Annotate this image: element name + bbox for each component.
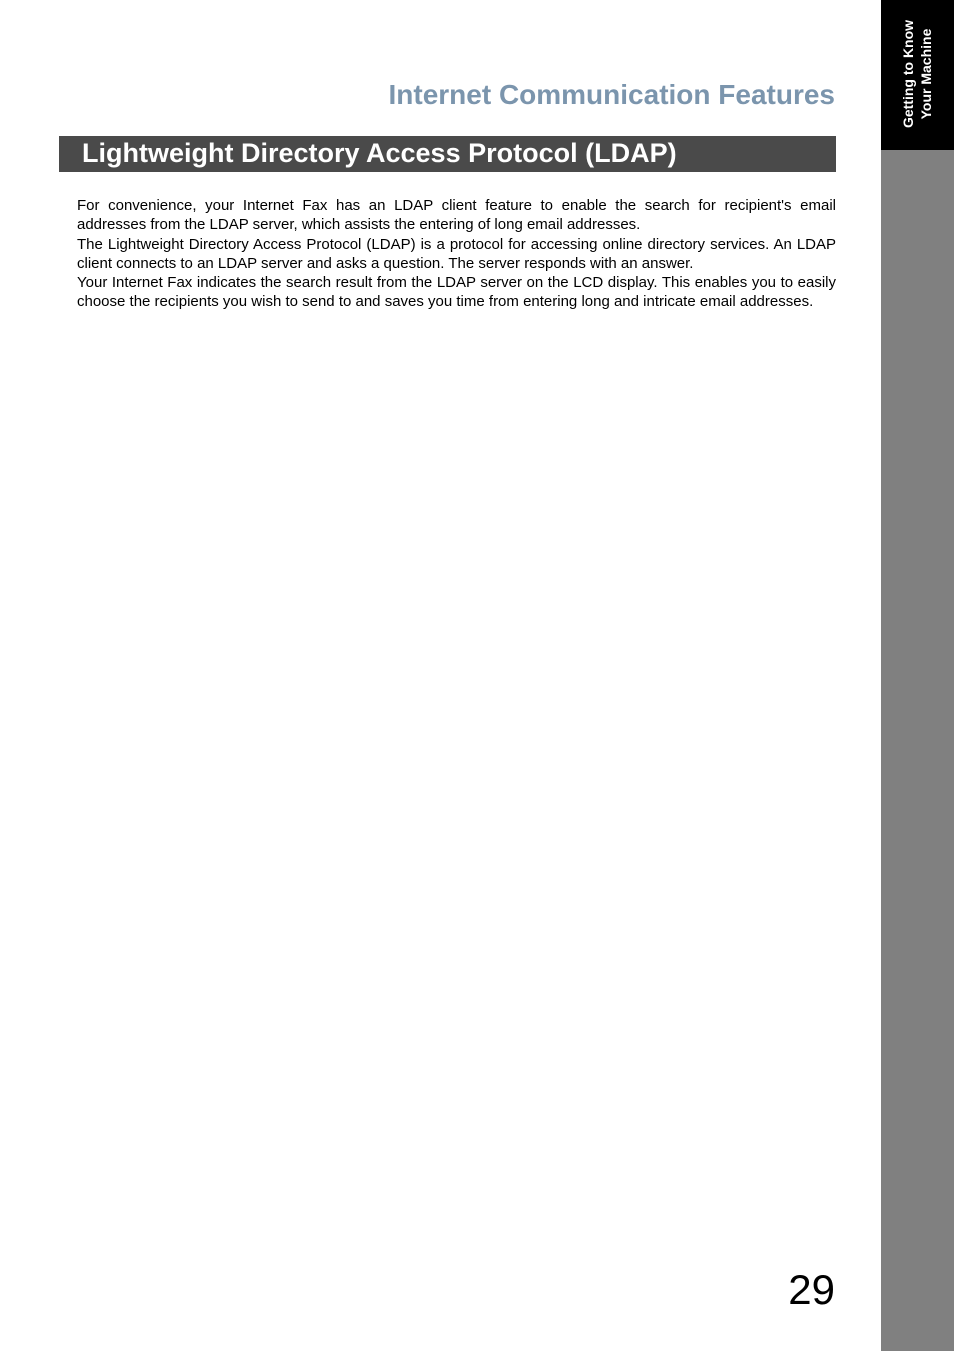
- heading-bar: [59, 136, 836, 172]
- chapter-side-bar: [881, 150, 954, 1351]
- chapter-side-tab: [881, 0, 954, 150]
- page-heading: Lightweight Directory Access Protocol (LDAP): [82, 138, 677, 168]
- chapter-tab-label: [899, 20, 935, 128]
- paragraph-2: The Lightweight Directory Access Protocol (LDAP) is a protocol for accessing online directory services. An LDAP client connects to an LDAP server and asks a question. The server responds with an answer.: [77, 235, 836, 272]
- paragraph-1: For convenience, your Internet Fax has an LDAP client feature to enable the search for recipient's email addresses from the LDAP server, which assists the entering of long email addresses.: [77, 197, 836, 234]
- chapter-tab-line-1: Getting to Know: [900, 19, 916, 129]
- page-number: 29: [788, 1266, 835, 1313]
- body-text: [77, 196, 836, 312]
- paragraph-3: Your Internet Fax indicates the search result from the LDAP server on the LCD display. This enables you to easily choose the recipients you wish to send to and saves you time from entering long and intricate email addresses.: [77, 274, 836, 311]
- section-title: Internet Communication Features: [388, 79, 835, 110]
- chapter-tab-line-2: Your Machine: [918, 28, 934, 120]
